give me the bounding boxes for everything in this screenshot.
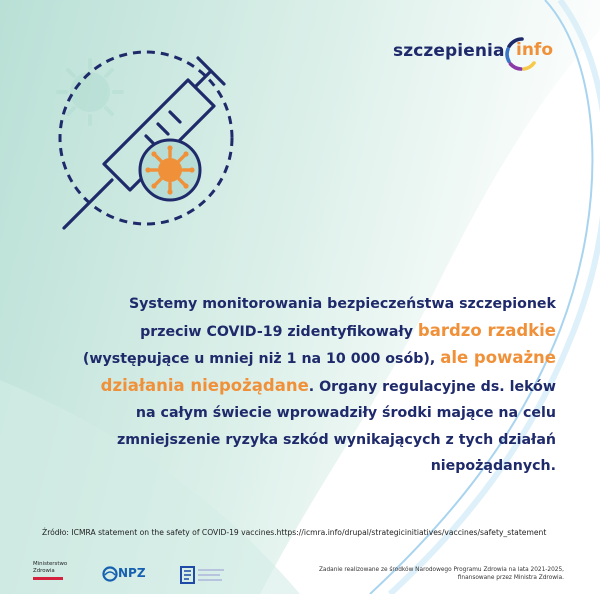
message-line-2 — [30, 318, 556, 346]
message-line-3-text: (występujące u mniej niż 1 na 10 000 osób), — [82, 351, 441, 367]
highlight-very-rare: bardzo rzadkie — [417, 320, 556, 340]
ministry-logo-text — [33, 561, 93, 574]
message-line-4-text: . Organy regulacyjne ds. leków — [308, 378, 556, 395]
message-line-7: niepożądanych. — [430, 458, 556, 474]
funding-note — [264, 567, 564, 582]
program-logo-icon — [178, 563, 228, 587]
syringe-virus-icon — [20, 20, 280, 260]
message-line-1: Systemy monitorowania bezpieczeństwa szczepionek — [128, 296, 556, 312]
npz-text: NPZ — [118, 566, 146, 580]
funding-line-1: Zadanie realizowane ze środków Narodowego Programu Zdrowia na lata 2021-2025, — [318, 567, 564, 573]
main-message — [30, 291, 556, 480]
npz-circle-icon — [102, 565, 118, 583]
ministry-logo — [33, 561, 93, 585]
brand-suffix-text: info — [516, 40, 554, 60]
brand-main-text: szczepienia — [393, 41, 505, 61]
virus-icon — [140, 140, 200, 200]
message-line-2-text: przeciw COVID-19 zidentyfikowały — [140, 323, 418, 340]
message-line-3 — [30, 345, 556, 373]
program-logo — [178, 563, 228, 587]
ministry-line-1: Ministerstwo — [33, 561, 68, 567]
npz-logo — [102, 564, 152, 586]
background-virus-icon — [58, 60, 122, 124]
brand-logo — [393, 32, 583, 80]
highlight-adverse-effects: działania niepożądane — [100, 375, 309, 395]
funding-line-2: finansowane przez Ministra Zdrowia. — [457, 574, 564, 581]
source-citation: Źródło: ICMRA statement on the safety of COVID-19 vaccines.https://icmra.info/drupal/strategicinitiatives/vaccines/safety_statement — [42, 528, 547, 537]
message-line-5: na całym świecie wprowadziły środki mające na celu — [135, 405, 556, 421]
ministry-line-2: Zdrowia — [33, 567, 55, 574]
message-line-4 — [30, 373, 556, 401]
highlight-but-serious: ale poważne — [440, 348, 556, 367]
ministry-flag-bar — [33, 577, 63, 580]
footer — [0, 553, 600, 594]
message-line-6: zmniejszenie ryzyka szkód wynikających z tych działań — [117, 431, 556, 448]
